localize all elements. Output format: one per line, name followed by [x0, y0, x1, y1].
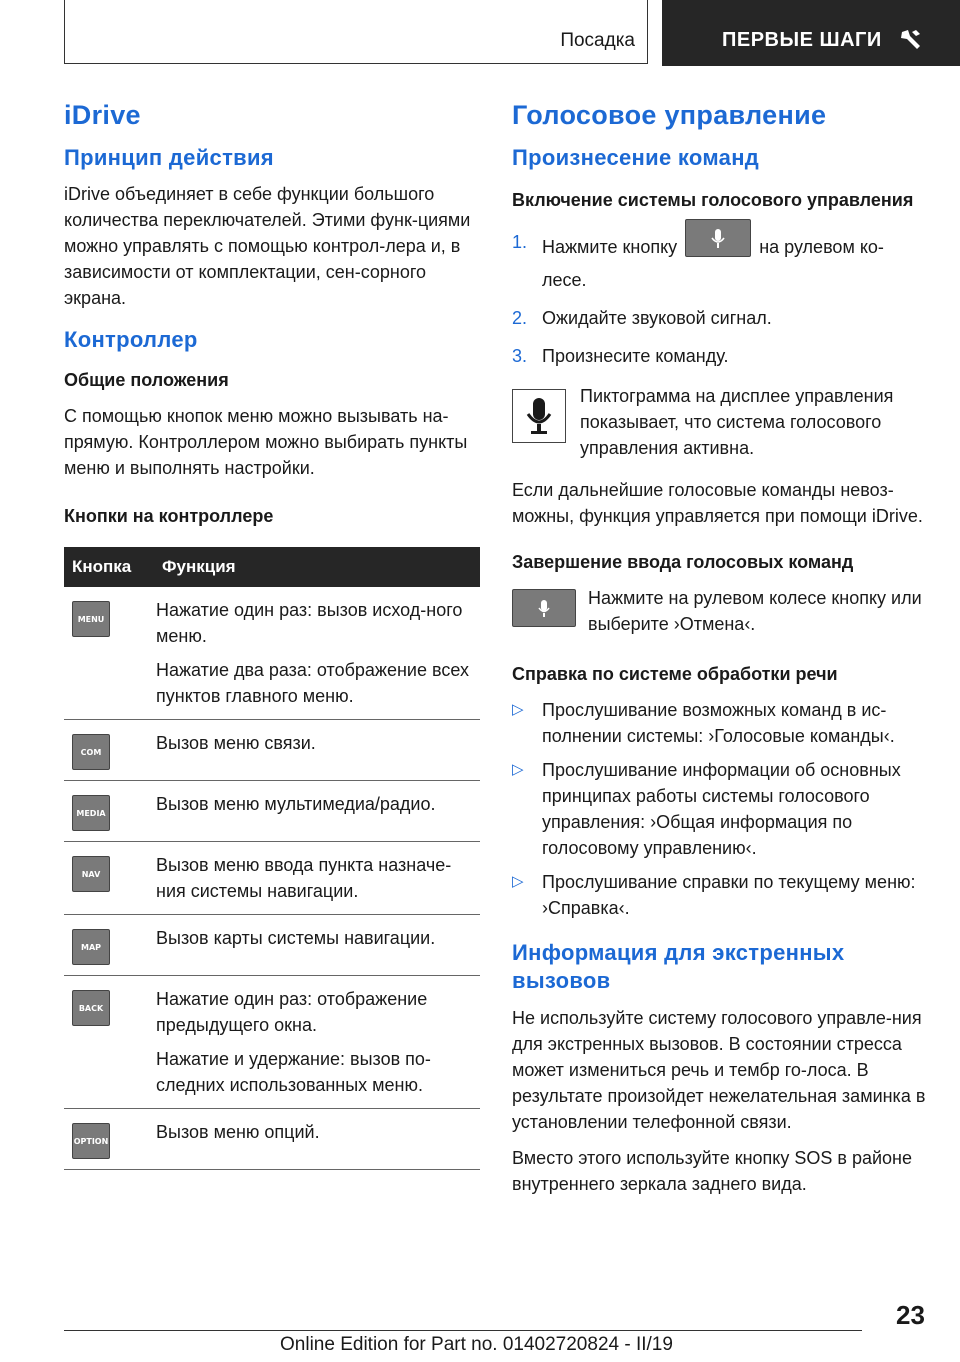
- function-cell: [156, 781, 480, 842]
- button-cell: [64, 781, 156, 842]
- activation-steps: [512, 229, 928, 369]
- header-chapter-label: ПЕРВЫЕ ШАГИ: [722, 29, 882, 51]
- list-item: [512, 305, 928, 331]
- table-row: [64, 842, 480, 915]
- function-text: Нажатие и удержание: вызов по-следних использованных меню.: [156, 1049, 431, 1095]
- step-number: 3.: [512, 346, 528, 366]
- triangle-bullet-icon: ▷: [512, 701, 524, 718]
- list-item: [512, 343, 928, 369]
- idrive-title: iDrive: [64, 100, 141, 130]
- voice-control-title: Голосовое управление: [512, 100, 827, 130]
- controller-button-icon: MAP: [72, 929, 110, 965]
- function-text: Вызов карты системы навигации.: [156, 928, 436, 948]
- pictogram-notice: [512, 383, 928, 461]
- function-cell: [156, 842, 480, 915]
- function-cell: [156, 976, 480, 1109]
- buttons-heading: Кнопки на контроллере: [64, 506, 274, 526]
- microphone-icon: [512, 389, 566, 443]
- table-header-button: Кнопка: [64, 547, 156, 587]
- voice-button-icon: [685, 219, 751, 257]
- function-text: Вызов меню связи.: [156, 733, 316, 753]
- function-text: Вызов меню опций.: [156, 1122, 320, 1142]
- footer-divider: [64, 1330, 862, 1331]
- step-text-before: Нажмите кнопку: [542, 236, 678, 257]
- left-column: [64, 100, 480, 1170]
- controller-button-icon: MENU: [72, 601, 110, 637]
- help-heading: Справка по системе обработки речи: [512, 664, 838, 684]
- footer-edition: Online Edition for Part no. 01402720824 - II/19: [280, 1334, 673, 1355]
- controller-button-icon: MEDIA: [72, 795, 110, 831]
- controller-button-icon: NAV: [72, 856, 110, 892]
- function-cell: [156, 720, 480, 781]
- header-chapter-box: [662, 0, 960, 66]
- emergency-text-1: Не используйте систему голосового управле-ния для экстренных вызовов. В состоянии стресса может измениться речь и тембр го-лоса. В результате произойдет нежелательная заминка в установлении телефонной связи.: [512, 1008, 926, 1132]
- triangle-bullet-icon: ▷: [512, 761, 524, 778]
- wrench-icon: [898, 28, 924, 52]
- controller-button-icon: BACK: [72, 990, 110, 1026]
- button-cell: [64, 842, 156, 915]
- activation-heading: Включение системы голосового управления: [512, 190, 914, 210]
- list-item: [512, 869, 928, 921]
- table-row: [64, 915, 480, 976]
- button-cell: [64, 915, 156, 976]
- step-text: Произнесите команду.: [542, 346, 729, 366]
- function-cell: [156, 587, 480, 720]
- list-item: [512, 229, 928, 293]
- help-list: [512, 697, 928, 921]
- function-cell: [156, 1109, 480, 1170]
- emergency-heading: Информация для экстренных вызовов: [512, 940, 845, 993]
- function-text: Нажатие один раз: вызов исход-ного меню.: [156, 600, 463, 646]
- principle-heading: Принцип действия: [64, 145, 274, 170]
- table-row: [64, 720, 480, 781]
- table-row: [64, 976, 480, 1109]
- principle-text: iDrive объединяет в себе функции большого количества переключателей. Этими функ-циями можно управлять с помощью контрол-лера и, в зависимости от комплектации, сен-сорного экрана.: [64, 184, 471, 308]
- function-text: Вызов меню мультимедиа/радио.: [156, 794, 436, 814]
- help-item-text: Прослушивание справки по текущему меню: ›Справка‹.: [542, 872, 916, 918]
- table-row: [64, 587, 480, 720]
- header-section-box: [64, 0, 648, 64]
- triangle-bullet-icon: ▷: [512, 873, 524, 890]
- button-cell: [64, 1109, 156, 1170]
- function-cell: [156, 915, 480, 976]
- unavailable-text: Если дальнейшие голосовые команды невоз-можны, функция управляется при помощи iDrive.: [512, 480, 923, 526]
- step-number: 1.: [512, 232, 528, 252]
- button-cell: [64, 720, 156, 781]
- controller-heading: Контроллер: [64, 327, 198, 352]
- table-header-function: Функция: [156, 547, 480, 587]
- button-cell: [64, 976, 156, 1109]
- end-text: Нажмите на рулевом колесе кнопку или выберите ›Отмена‹.: [588, 588, 922, 634]
- button-cell: [64, 587, 156, 720]
- help-item-text: Прослушивание информации об основных принципах работы системы голосового управления: ›Общая информация по голосовому управлению‹.: [542, 760, 901, 858]
- page-number: 23: [896, 1300, 925, 1330]
- voice-button-icon: [512, 589, 576, 627]
- step-number: 2.: [512, 308, 528, 328]
- function-text: Нажатие один раз: отображение предыдущего окна.: [156, 989, 428, 1035]
- pictogram-text: Пиктограмма на дисплее управления показывает, что система голосового управления активна.: [580, 386, 894, 458]
- end-input-block: [512, 585, 928, 637]
- step-text-after: на рулевом ко-лесе.: [542, 236, 884, 290]
- commands-heading: Произнесение команд: [512, 145, 760, 170]
- controller-button-icon: COM: [72, 734, 110, 770]
- right-column: [512, 100, 928, 1213]
- controller-buttons-table: [64, 547, 480, 1170]
- general-text: С помощью кнопок меню можно вызывать на-прямую. Контроллером можно выбирать пункты меню и выполнять настройки.: [64, 406, 468, 478]
- help-item-text: Прослушивание возможных команд в ис-полнении системы: ›Голосовые команды‹.: [542, 700, 895, 746]
- header-section-label: Посадка: [560, 30, 635, 51]
- general-heading: Общие положения: [64, 370, 229, 390]
- controller-button-icon: OPTION: [72, 1123, 110, 1159]
- function-text: Нажатие два раза: отображение всех пунктов главного меню.: [156, 660, 469, 706]
- end-heading: Завершение ввода голосовых команд: [512, 552, 854, 572]
- table-row: [64, 781, 480, 842]
- list-item: [512, 757, 928, 861]
- table-row: [64, 1109, 480, 1170]
- step-text: Ожидайте звуковой сигнал.: [542, 308, 772, 328]
- function-text: Вызов меню ввода пункта назначе-ния системы навигации.: [156, 855, 452, 901]
- emergency-text-2: Вместо этого используйте кнопку SOS в районе внутреннего зеркала заднего вида.: [512, 1148, 912, 1194]
- list-item: [512, 697, 928, 749]
